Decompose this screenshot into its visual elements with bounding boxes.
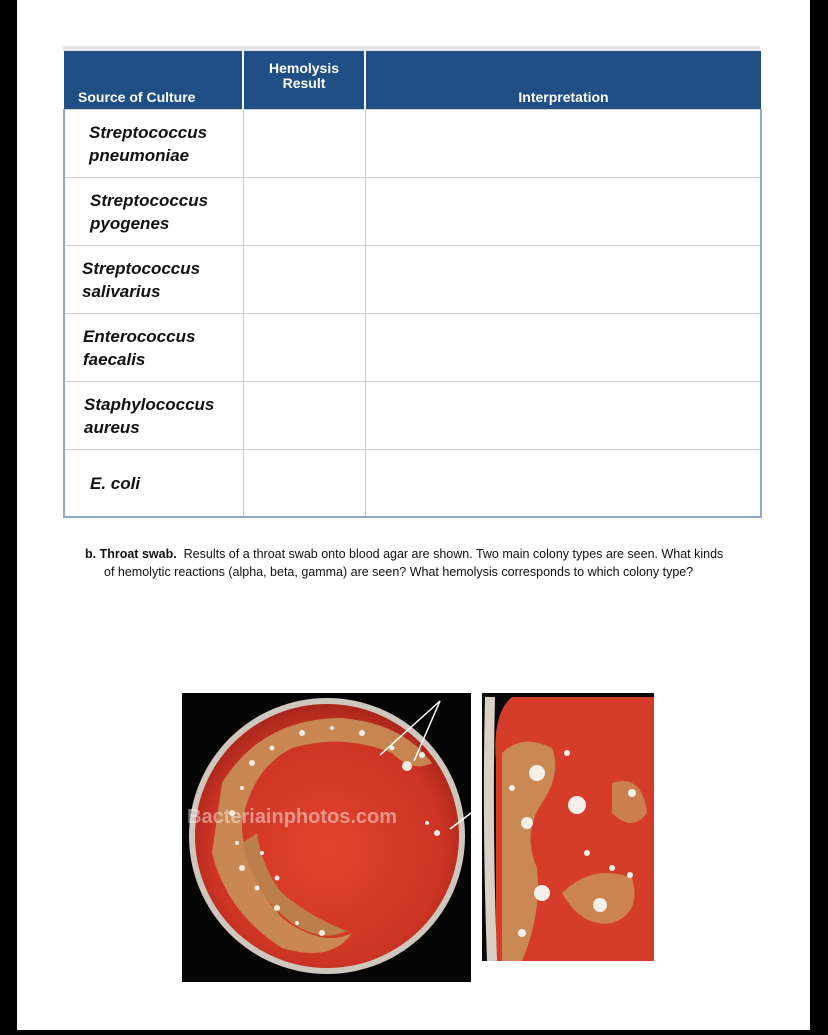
- hemolysis-result-cell[interactable]: [243, 178, 365, 246]
- table-row: [64, 450, 761, 518]
- organism-cell: [64, 110, 243, 178]
- organism-cell: [64, 314, 243, 382]
- colony-closeup-photo: [482, 693, 654, 961]
- header-hemolysis-line2: Result: [282, 75, 326, 91]
- organism-cell: [64, 178, 243, 246]
- organism-cell: [64, 450, 243, 518]
- hemolysis-result-cell[interactable]: [243, 110, 365, 178]
- hemolysis-table-container: [63, 46, 760, 518]
- interpretation-cell[interactable]: [365, 178, 761, 246]
- hemolysis-result-cell[interactable]: [243, 450, 365, 518]
- interpretation-cell[interactable]: [365, 450, 761, 518]
- hemolysis-result-cell[interactable]: [243, 382, 365, 450]
- interpretation-cell[interactable]: [365, 246, 761, 314]
- organism-species: faecalis: [83, 349, 146, 369]
- organism-species: pyogenes: [90, 213, 170, 233]
- organism-genus: Streptococcus: [82, 258, 201, 278]
- organism-species: salivarius: [82, 281, 161, 301]
- watermark: Bacteriainphotos.com: [187, 806, 398, 828]
- hemolysis-result-cell[interactable]: [243, 246, 365, 314]
- header-source-of-culture: Source of Culture: [64, 51, 243, 110]
- organism-cell: [64, 382, 243, 450]
- table-row: [64, 314, 761, 382]
- colony-closeup-image: [482, 693, 654, 961]
- blood-agar-plate-image: [182, 693, 471, 982]
- interpretation-cell[interactable]: [365, 314, 761, 382]
- header-hemolysis-line1: Hemolysis: [268, 60, 340, 76]
- organism-genus: Enterococcus: [83, 326, 196, 346]
- header-interpretation: Interpretation: [365, 51, 761, 110]
- plate-edge: [489, 697, 492, 961]
- hemolysis-result-cell[interactable]: [243, 314, 365, 382]
- organism-genus: Streptococcus: [90, 190, 209, 210]
- organism-species: aureus: [84, 417, 140, 437]
- header-hemolysis-result: [243, 51, 365, 110]
- organism-genus: Staphylococcus: [84, 394, 215, 414]
- organism-genus: Streptococcus: [89, 122, 208, 142]
- interpretation-cell[interactable]: [365, 382, 761, 450]
- hemolysis-table: [63, 51, 762, 518]
- table-row: [64, 110, 761, 178]
- table-row: [64, 178, 761, 246]
- table-header-row: [64, 51, 761, 110]
- organism-cell: [64, 246, 243, 314]
- question-b: [85, 545, 785, 581]
- table-row: [64, 382, 761, 450]
- question-text-line1: Results of a throat swab onto blood agar are shown. Two main colony types are seen. What kinds: [183, 547, 724, 561]
- organism-name: E. coli: [90, 473, 141, 493]
- interpretation-cell[interactable]: [365, 110, 761, 178]
- organism-species: pneumoniae: [89, 145, 190, 165]
- blood-agar-plate-photo: [182, 693, 471, 982]
- question-label: b. Throat swab.: [85, 547, 177, 561]
- table-row: [64, 246, 761, 314]
- question-text-line2: of hemolytic reactions (alpha, beta, gamma) are seen? What hemolysis corresponds to which colony type?: [104, 565, 694, 579]
